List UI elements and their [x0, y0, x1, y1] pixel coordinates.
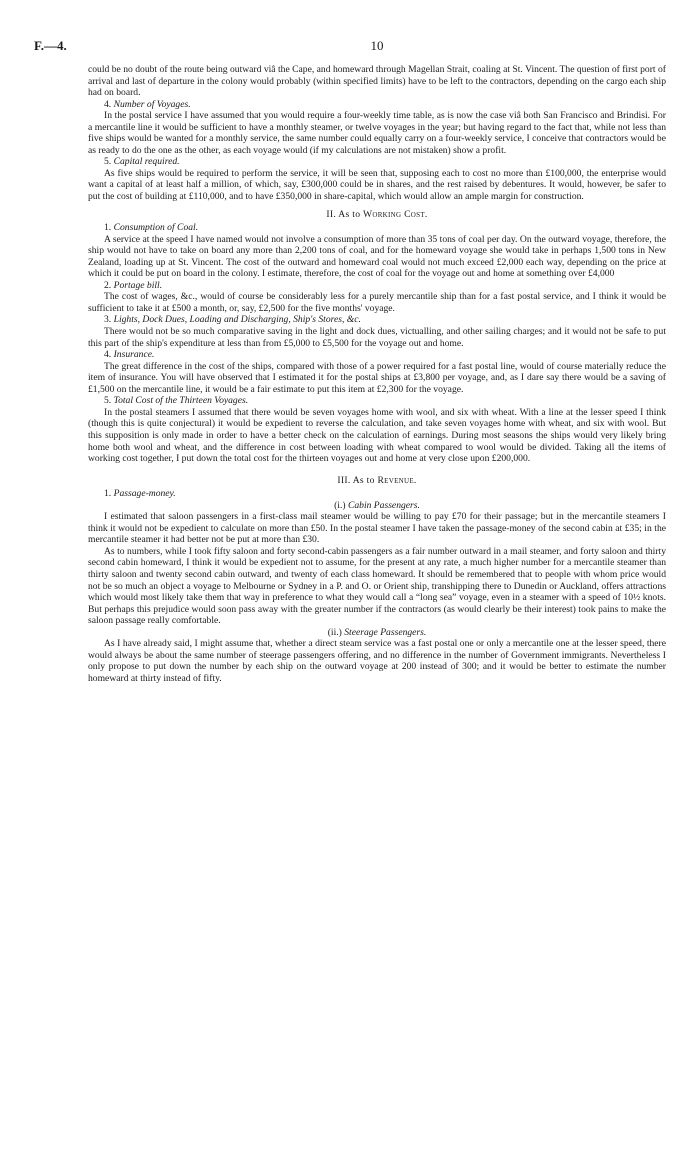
body-paragraph: The cost of wages, &c., would of course be considerably less for a purely mercantile ship than for a fast postal service, and I think it would be sufficient to take it at £500 a month, or, say, £2,500 for the five months' voyage. [88, 291, 666, 314]
section-heading: 4. Insurance. [104, 349, 155, 361]
body-paragraph: As five ships would be required to perform the service, it will be seen that, supposing each to cost no more than £100,000, the enterprise would want a capital of at least half a million, of which, say, £300,000 could be in shares, and the rest raised by debentures. It would, however, be safer to put the cost of building at £110,000, and to have £350,000 in share-capital, which would allow an ample margin for construction. [88, 167, 666, 203]
body-paragraph: There would not be so much comparative saving in the light and dock dues, victualling, and other sailing charges; and it would not be safe to put this part of the ship's expenditure at less than from £5,000 to £5,500 for the voyage out and home. [88, 326, 666, 349]
body-paragraph: The great difference in the cost of the ships, compared with those of a power required for a fast postal line, would of course materially reduce the item of insurance. You will have observed that I estimated it for the postal ships at £3,800 per voyage, and, as I dare say there would be a saving of £1,500 on the mercantile line, it would be a fair estimate to put this item at £2,300 for the voyage. [88, 360, 666, 395]
part-heading: III. As to Revenue. [337, 474, 417, 486]
body-paragraph: In the postal service I have assumed that you would require a four-weekly time table, as is now the case viâ both San Francisco and Brindisi. For a mercantile line it would be sufficient to have a monthly steamer, or twelve voyages in the year; but having regard to the fact that, while not less than five ships would be wanted for a monthly service, the same number could equally carry on a four-weekly service, I conceive that contractors would be as ready to do the one as the other, as each voyage would (if my calculations are not mistaken) show a profit. [88, 110, 666, 156]
paper-reference: F.—4. [34, 38, 67, 53]
page-header [34, 40, 666, 64]
section-heading: 3. Lights, Dock Dues, Loading and Discharging, Ship's Stores, &c. [104, 314, 361, 326]
section-heading: 4. Number of Voyages. [104, 98, 191, 110]
page-number: 10 [370, 38, 384, 53]
body-paragraph: I estimated that saloon passengers in a first-class mail steamer would be willing to pay £70 for their passage; but in the mercantile steamers I think it would not be expedient to calculate on more than £50. In the postal steamer I have taken the passage-money of the second cabin at £35; in the mercantile steamer it had better not be put at more than £30. [88, 511, 666, 546]
section-heading: 5. Capital required. [104, 156, 180, 168]
section-heading: 2. Portage bill. [104, 279, 163, 291]
part-heading: II. As to Working Cost. [326, 208, 428, 220]
section-heading: 5. Total Cost of the Thirteen Voyages. [104, 395, 249, 407]
body-paragraph: As I have already said, I might assume that, whether a direct steam service was a fast postal one or only a mercantile one at the lesser speed, there would always be about the same number of steerage passengers offering, and no difference in the number of Government immigrants. Nevertheless I only propose to put down the number by each ship on the outward voyage at 200 instead of 300; and it would be better to estimate the number homeward at thirty instead of fifty. [88, 638, 666, 684]
body-paragraph: In the postal steamers I assumed that there would be seven voyages home with wool, and six with wheat. With a line at the lesser speed I think (though this is quite conjectural) it would be expedient to reverse the calculation, and take seven voyages home with wheat, and six with wool. But this supposition is only made in order to have a better check on the calculation of earnings. During most seasons the ships would very likely bring home both wool and wheat, and the difference in cost between loading with wheat compared to wool would be divided. Taking all the items of working cost together, I put down the total cost for the thirteen voyages out and home at very close upon £200,000. [88, 406, 666, 465]
section-heading: 1. Passage-money. [104, 488, 176, 500]
subsection-heading: (ii.) Steerage Passengers. [327, 626, 427, 638]
body-paragraph: As to numbers, while I took fifty saloon and forty second-cabin passengers as a fair number outward in a mail steamer, and forty saloon and thirty second cabin homeward, I think it would be expedient not to assume, for the present at any rate, a much higher number for a mercantile steamer than thirty saloon and twenty second cabin outward, and twenty of each class homeward. It should be remembered that to people with whom price would not be so much an object a voyage to Melbourne or Sydney in a P. and O. or Orient ship, transhipping there to Dunedin or Auckland, offers attractions which would most likely take them that way in preference to what they would call a “long sea” voyage, even in a steamer with a speed of 10½ knots. But perhaps this prejudice would soon pass away with the greater number if the contractors (as would clearly be their interest) took pains to make the saloon passage really comfortable. [88, 545, 666, 627]
intro-paragraph: could be no doubt of the route being outward viâ the Cape, and homeward through Magellan Strait, coaling at St. Vincent. The question of first port of arrival and last of departure in the colony would probably (within specified limits) have to be left to the contractors, depending on the cargo each ship had on board. [88, 64, 666, 99]
body-paragraph: A service at the speed I have named would not involve a consumption of more than 35 tons of coal per day. On the outward voyage, therefore, the ship would not have to take on board any more than 2,200 tons of coal, and for the homeward voyage she would take in perhaps 1,500 tons in New Zealand, loading up at St. Vincent. The cost of the outward and homeward coal would not much exceed £2,000 each way, depending on the price at which it could be put on board in the colony. I estimate, therefore, the cost of coal for the voyage out and home at something over £4,000 [88, 233, 666, 280]
subsection-heading: (i.) Cabin Passengers. [334, 499, 420, 511]
section-heading: 1. Consumption of Coal. [104, 222, 199, 234]
